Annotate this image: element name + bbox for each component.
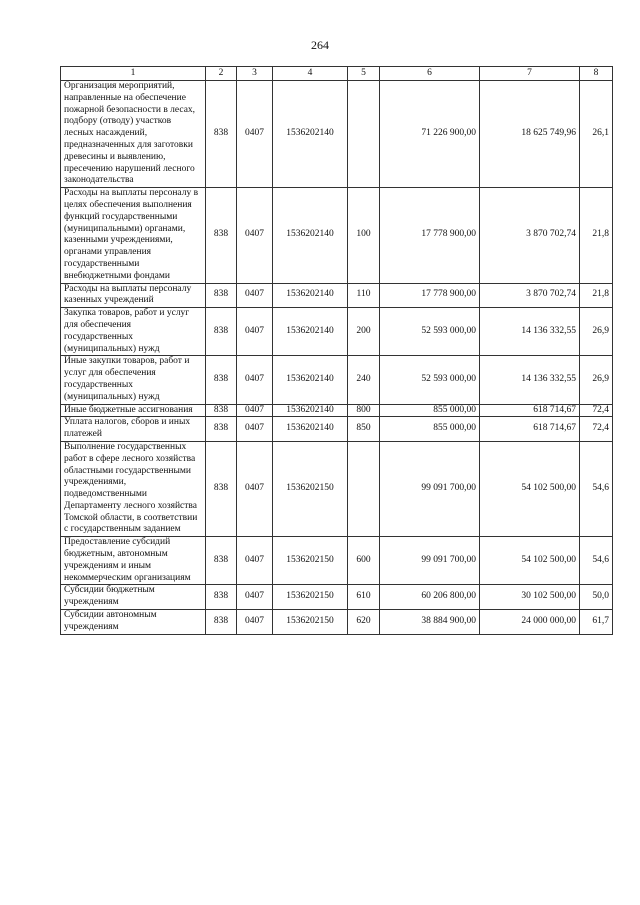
header-col-3: 3 <box>237 67 273 81</box>
row-expense-type <box>348 441 380 536</box>
row-name: Закупка товаров, работ и услуг для обеспечения государственных (муниципальных) нужд <box>61 308 206 356</box>
row-ministry-code: 838 <box>206 441 237 536</box>
row-ministry-code: 838 <box>206 188 237 283</box>
row-ministry-code: 838 <box>206 81 237 188</box>
row-actual-amount: 14 136 332,55 <box>480 308 580 356</box>
row-expense-type: 200 <box>348 308 380 356</box>
table-row <box>61 404 613 417</box>
budget-table <box>60 66 613 635</box>
row-plan-amount: 71 226 900,00 <box>380 81 480 188</box>
page-number: 264 <box>311 38 329 52</box>
row-ministry-code: 838 <box>206 417 237 442</box>
row-plan-amount: 52 593 000,00 <box>380 356 480 404</box>
row-target-code: 1536202150 <box>273 585 348 610</box>
row-plan-amount: 99 091 700,00 <box>380 441 480 536</box>
row-actual-amount: 24 000 000,00 <box>480 610 580 635</box>
row-plan-amount: 99 091 700,00 <box>380 537 480 585</box>
row-section-code: 0407 <box>237 188 273 283</box>
row-actual-amount: 54 102 500,00 <box>480 537 580 585</box>
row-percent: 21,8 <box>580 188 613 283</box>
row-target-code: 1536202140 <box>273 356 348 404</box>
row-plan-amount: 855 000,00 <box>380 417 480 442</box>
row-expense-type: 600 <box>348 537 380 585</box>
header-col-8: 8 <box>580 67 613 81</box>
row-expense-type: 850 <box>348 417 380 442</box>
row-actual-amount: 54 102 500,00 <box>480 441 580 536</box>
row-section-code: 0407 <box>237 81 273 188</box>
row-actual-amount: 30 102 500,00 <box>480 585 580 610</box>
row-name: Расходы на выплаты персоналу казенных учреждений <box>61 283 206 308</box>
row-name: Иные бюджетные ассигнования <box>61 404 206 417</box>
row-section-code: 0407 <box>237 308 273 356</box>
header-col-6: 6 <box>380 67 480 81</box>
row-ministry-code: 838 <box>206 585 237 610</box>
row-name: Субсидии автономным учреждениям <box>61 610 206 635</box>
row-section-code: 0407 <box>237 417 273 442</box>
row-section-code: 0407 <box>237 610 273 635</box>
row-percent: 26,1 <box>580 81 613 188</box>
table-row <box>61 308 613 356</box>
row-section-code: 0407 <box>237 585 273 610</box>
row-expense-type: 620 <box>348 610 380 635</box>
row-target-code: 1536202150 <box>273 441 348 536</box>
row-percent: 54,6 <box>580 537 613 585</box>
table-row <box>61 610 613 635</box>
row-expense-type: 610 <box>348 585 380 610</box>
row-name: Расходы на выплаты персоналу в целях обеспечения выполнения функций государственными (муниципальными) органами, казенными учреждениями, органами управления государственными внебюджетными фондами <box>61 188 206 283</box>
row-plan-amount: 38 884 900,00 <box>380 610 480 635</box>
row-expense-type <box>348 81 380 188</box>
row-actual-amount: 618 714,67 <box>480 404 580 417</box>
row-target-code: 1536202140 <box>273 81 348 188</box>
row-ministry-code: 838 <box>206 308 237 356</box>
row-plan-amount: 52 593 000,00 <box>380 308 480 356</box>
row-ministry-code: 838 <box>206 537 237 585</box>
row-plan-amount: 855 000,00 <box>380 404 480 417</box>
row-percent: 61,7 <box>580 610 613 635</box>
row-target-code: 1536202150 <box>273 610 348 635</box>
row-target-code: 1536202140 <box>273 188 348 283</box>
table-row <box>61 537 613 585</box>
header-col-5: 5 <box>348 67 380 81</box>
row-section-code: 0407 <box>237 537 273 585</box>
row-ministry-code: 838 <box>206 610 237 635</box>
header-row <box>61 67 613 81</box>
row-target-code: 1536202150 <box>273 537 348 585</box>
row-percent: 26,9 <box>580 308 613 356</box>
row-percent: 50,0 <box>580 585 613 610</box>
table-row <box>61 417 613 442</box>
header-col-2: 2 <box>206 67 237 81</box>
row-name: Субсидии бюджетным учреждениям <box>61 585 206 610</box>
row-expense-type: 240 <box>348 356 380 404</box>
row-actual-amount: 18 625 749,96 <box>480 81 580 188</box>
row-section-code: 0407 <box>237 404 273 417</box>
row-name: Предоставление субсидий бюджетным, автономным учреждениям и иным некоммерческим организациям <box>61 537 206 585</box>
row-name: Иные закупки товаров, работ и услуг для обеспечения государственных (муниципальных) нужд <box>61 356 206 404</box>
table-row <box>61 356 613 404</box>
row-expense-type: 100 <box>348 188 380 283</box>
row-target-code: 1536202140 <box>273 404 348 417</box>
row-ministry-code: 838 <box>206 283 237 308</box>
header-col-7: 7 <box>480 67 580 81</box>
row-section-code: 0407 <box>237 283 273 308</box>
header-col-4: 4 <box>273 67 348 81</box>
row-plan-amount: 60 206 800,00 <box>380 585 480 610</box>
row-percent: 26,9 <box>580 356 613 404</box>
row-actual-amount: 618 714,67 <box>480 417 580 442</box>
row-expense-type: 800 <box>348 404 380 417</box>
row-plan-amount: 17 778 900,00 <box>380 283 480 308</box>
row-section-code: 0407 <box>237 356 273 404</box>
row-percent: 72,4 <box>580 404 613 417</box>
header-col-1: 1 <box>61 67 206 81</box>
row-plan-amount: 17 778 900,00 <box>380 188 480 283</box>
row-actual-amount: 14 136 332,55 <box>480 356 580 404</box>
table-row <box>61 441 613 536</box>
row-target-code: 1536202140 <box>273 417 348 442</box>
row-name: Организация мероприятий, направленные на обеспечение пожарной безопасности в лесах, подбору (отводу) участков лесных насаждений, предназначенных для заготовки древесины и выявлению, пресечению нарушений лесного законодательства <box>61 81 206 188</box>
row-name: Уплата налогов, сборов и иных платежей <box>61 417 206 442</box>
row-target-code: 1536202140 <box>273 308 348 356</box>
table-row <box>61 81 613 188</box>
row-actual-amount: 3 870 702,74 <box>480 188 580 283</box>
row-name: Выполнение государственных работ в сфере лесного хозяйства областными государственными учреждениями, подведомственными Департаменту лесного хозяйства Томской области, в соответствии с государственным заданием <box>61 441 206 536</box>
row-percent: 21,8 <box>580 283 613 308</box>
table-row <box>61 585 613 610</box>
row-actual-amount: 3 870 702,74 <box>480 283 580 308</box>
table-row <box>61 283 613 308</box>
row-section-code: 0407 <box>237 441 273 536</box>
table-row <box>61 188 613 283</box>
row-ministry-code: 838 <box>206 356 237 404</box>
row-ministry-code: 838 <box>206 404 237 417</box>
row-percent: 72,4 <box>580 417 613 442</box>
row-percent: 54,6 <box>580 441 613 536</box>
row-target-code: 1536202140 <box>273 283 348 308</box>
row-expense-type: 110 <box>348 283 380 308</box>
